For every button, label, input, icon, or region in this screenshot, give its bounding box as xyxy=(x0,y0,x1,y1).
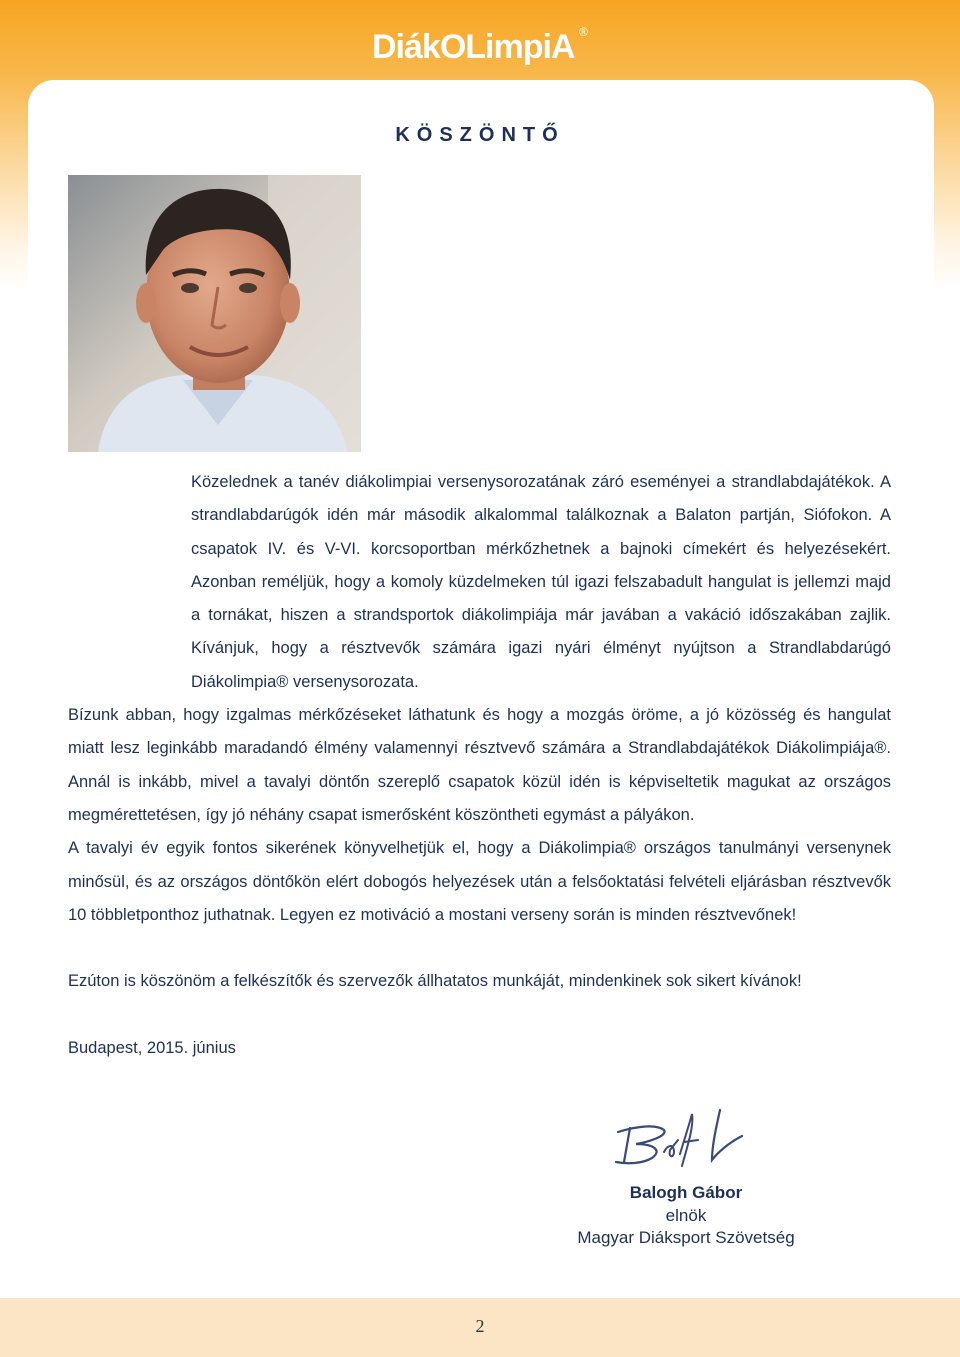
letter-place-date: Budapest, 2015. június xyxy=(68,1039,236,1058)
handwritten-signature xyxy=(608,1104,748,1170)
paragraph-spacer xyxy=(68,932,891,965)
signatory-organization: Magyar Diáksport Szövetség xyxy=(577,1228,795,1247)
letter-paragraph-1: Közelednek a tanév diákolimpiai versenysorozatának záró eseményei a strandlabdajátékok. A strandlabdarúgók idén már második alkalommal találkoznak a Balaton partján, Siófokon. A csapatok IV. és V-VI. korcsoportban mérkőzhetnek a bajnoki címekért és helyezésekért. Azonban reméljük, hogy a komoly küzdelmeken túl igazi felszabadult hangulat is jellemzi majd a tornákat, hiszen a strandsportok diákolimpiája már javában a vakáció időszakában zajlik. Kívánjuk, hogy a résztvevők számára igazi nyári élményt nyújtson a Strandlabdarúgó Diákolimpia® versenysorozata. xyxy=(191,473,891,691)
letter-paragraph-3: A tavalyi év egyik fontos sikerének könyvelhetjük el, hogy a Diákolimpia® országos tanulmányi versenynek minősül, és az országos döntőkön elért dobogós helyezések után a felsőoktatási felvételi eljárásban résztvevők 10 többletponthoz juthatnak. Legyen ez motiváció a mostani verseny során is minden résztvevőnek! xyxy=(68,839,891,924)
letter-paragraph-4: Ezúton is köszönöm a felkészítők és szervezők állhatatos munkáját, mindenkinek sok sikert kívánok! xyxy=(68,972,802,991)
signature-block xyxy=(560,1182,812,1250)
letter-paragraph-2: Bízunk abban, hogy izgalmas mérkőzéseket láthatunk és hogy a mozgás öröme, a jó közösség és hangulat miatt lesz leginkább maradandó élmény valamennyi résztvevő számára a Strandlabdajátékok Diákolimpiája®. Annál is inkább, mivel a tavalyi döntőn szereplő csapatok közül idén is képviseltetik magukat az országos megmérettetésen, így jó néhány csapat ismerősként köszöntheti egymást a pályákon. xyxy=(68,706,891,824)
signatory-role: elnök xyxy=(665,1205,707,1225)
portrait-illustration xyxy=(68,175,361,452)
signatory-name: Balogh Gábor xyxy=(629,1183,743,1202)
portrait-photo xyxy=(68,175,361,452)
diakolimpia-logo xyxy=(372,22,592,68)
page-title: KÖSZÖNTŐ xyxy=(395,124,565,146)
logo-wordmark: DiákOLimpiA xyxy=(372,28,575,66)
letter-body xyxy=(68,466,891,1065)
paragraph-spacer xyxy=(68,999,891,1032)
logo-registered-mark: ® xyxy=(579,25,588,39)
page-number: 2 xyxy=(475,1316,485,1336)
